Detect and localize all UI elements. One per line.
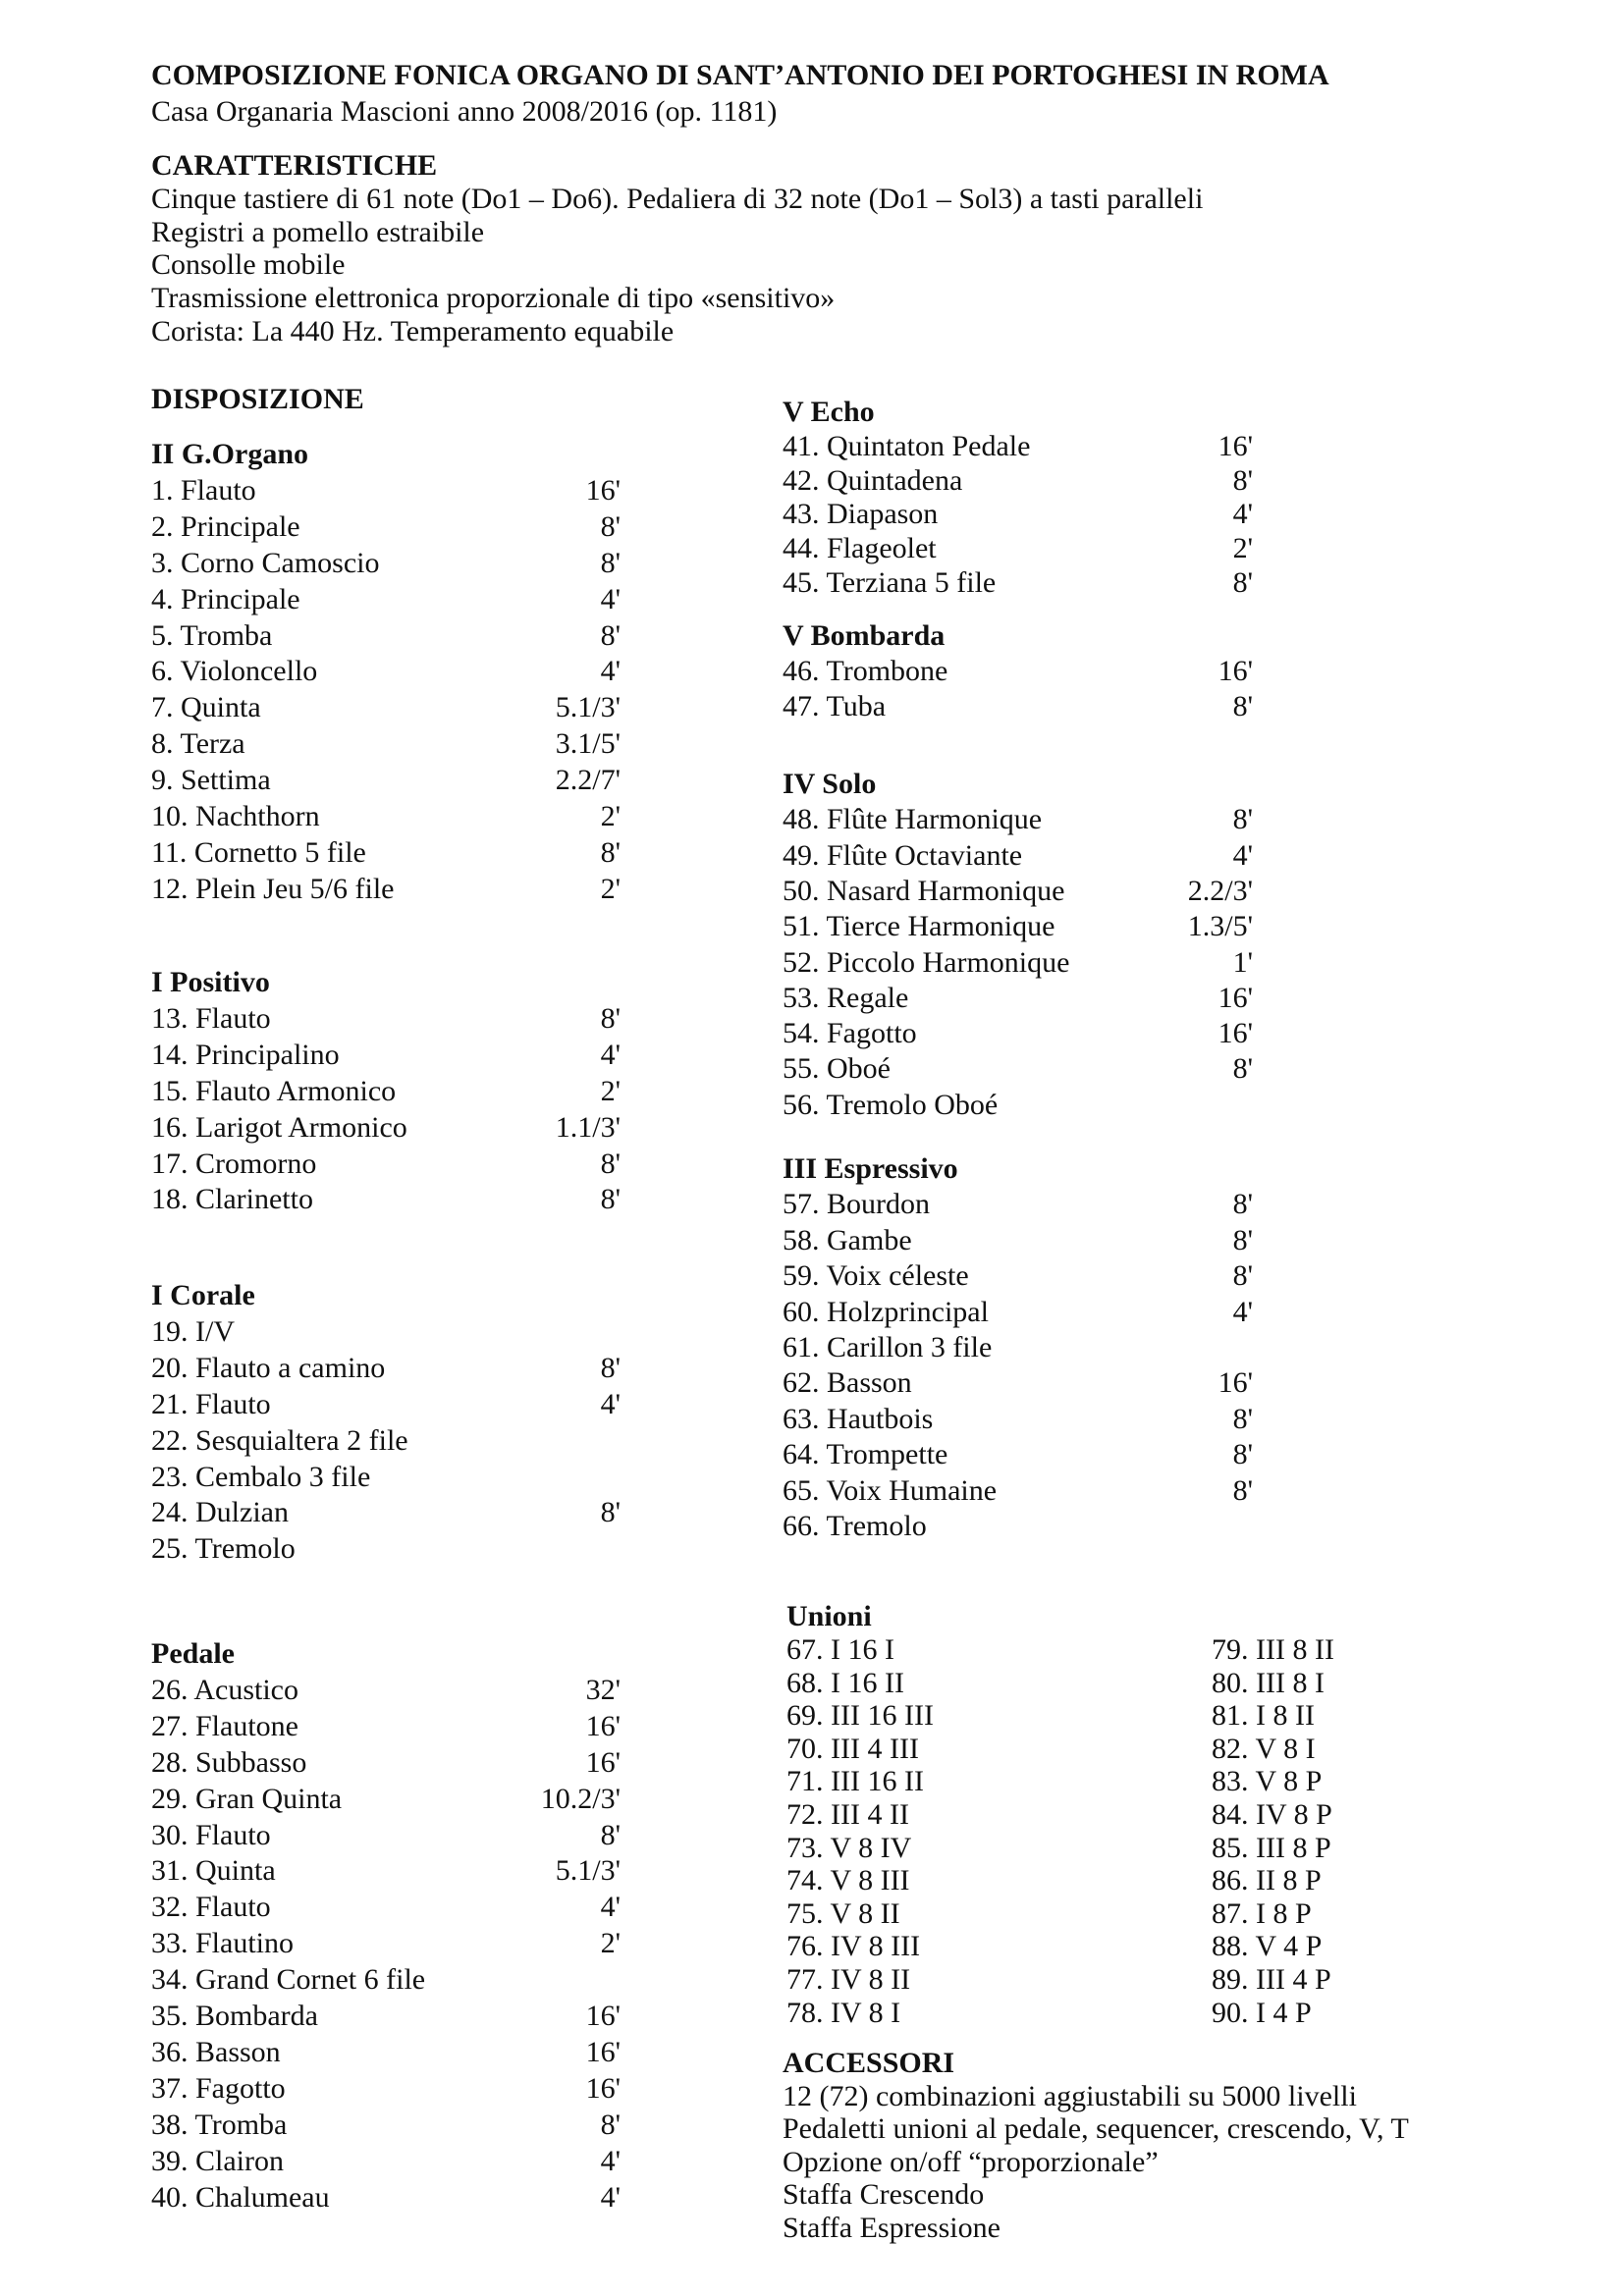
register-footage: 8'	[600, 1352, 621, 1384]
register-name: 13. Flauto	[151, 1002, 271, 1035]
section-heading: IV Solo	[783, 768, 877, 800]
register-footage: 4'	[600, 2145, 621, 2177]
register-footage: 8'	[600, 1002, 621, 1035]
register-name: 18. Clarinetto	[151, 1183, 313, 1215]
accessori-line: Pedaletti unioni al pedale, sequencer, crescendo, V, T	[783, 2112, 1409, 2145]
register-name: 43. Diapason	[783, 498, 939, 530]
section-heading: I Positivo	[151, 966, 270, 998]
unione-item: 72. III 4 II	[786, 1798, 909, 1831]
unione-item: 77. IV 8 II	[786, 1963, 911, 1996]
register-footage: 4'	[1232, 839, 1253, 872]
register-name: 60. Holzprincipal	[783, 1296, 989, 1328]
unione-item: 75. V 8 II	[786, 1897, 900, 1930]
register-footage: 16'	[585, 1710, 621, 1742]
register-footage: 8'	[600, 836, 621, 869]
unioni-heading: Unioni	[786, 1600, 872, 1632]
register-footage: 2.2/7'	[555, 764, 621, 796]
register-name: 65. Voix Humaine	[783, 1474, 998, 1507]
unione-item: 90. I 4 P	[1212, 1997, 1312, 2029]
register-name: 12. Plein Jeu 5/6 file	[151, 873, 395, 905]
register-name: 63. Hautbois	[783, 1403, 934, 1435]
register-name: 55. Oboé	[783, 1052, 891, 1085]
register-footage: 3.1/5'	[555, 727, 621, 760]
accessori-heading: ACCESSORI	[783, 2047, 955, 2079]
register-footage: 16'	[1217, 1017, 1253, 1049]
register-footage: 16'	[1217, 430, 1253, 462]
caratteristiche-line: Cinque tastiere di 61 note (Do1 – Do6). Pedaliera di 32 note (Do1 – Sol3) a tasti paralleli	[151, 183, 1204, 215]
register-name: 17. Cromorno	[151, 1148, 317, 1180]
unione-item: 84. IV 8 P	[1212, 1798, 1332, 1831]
register-name: 5. Tromba	[151, 619, 273, 652]
unione-item: 87. I 8 P	[1212, 1897, 1312, 1930]
section-heading: I Corale	[151, 1279, 255, 1311]
register-footage: 8'	[1232, 803, 1253, 835]
register-name: 54. Fagotto	[783, 1017, 917, 1049]
register-name: 32. Flauto	[151, 1891, 271, 1923]
register-footage: 32'	[585, 1674, 621, 1706]
register-footage: 8'	[600, 1819, 621, 1851]
document-title: COMPOSIZIONE FONICA ORGANO DI SANT’ANTONIO DEI PORTOGHESI IN ROMA	[151, 59, 1329, 91]
caratteristiche-line: Corista: La 440 Hz. Temperamento equabile	[151, 315, 675, 347]
register-footage: 4'	[600, 1039, 621, 1071]
register-footage: 4'	[1232, 498, 1253, 530]
register-name: 57. Bourdon	[783, 1188, 930, 1220]
register-name: 1. Flauto	[151, 474, 256, 507]
unione-item: 82. V 8 I	[1212, 1733, 1316, 1765]
register-name: 3. Corno Camoscio	[151, 547, 380, 579]
register-name: 46. Trombone	[783, 655, 948, 687]
register-name: 33. Flautino	[151, 1927, 295, 1959]
register-name: 15. Flauto Armonico	[151, 1075, 397, 1107]
register-footage: 16'	[585, 1746, 621, 1779]
register-footage: 16'	[585, 2036, 621, 2068]
register-footage: 8'	[600, 510, 621, 543]
register-name: 14. Principalino	[151, 1039, 340, 1071]
register-footage: 8'	[600, 619, 621, 652]
register-footage: 8'	[1232, 1438, 1253, 1470]
register-footage: 1'	[1232, 946, 1253, 979]
section-heading: V Echo	[783, 396, 875, 428]
register-footage: 2.2/3'	[1187, 875, 1253, 907]
register-footage: 16'	[585, 474, 621, 507]
register-footage: 1.3/5'	[1187, 910, 1253, 942]
unione-item: 78. IV 8 I	[786, 1997, 901, 2029]
unione-item: 85. III 8 P	[1212, 1832, 1331, 1864]
unione-item: 79. III 8 II	[1212, 1633, 1334, 1666]
register-name: 7. Quinta	[151, 691, 261, 723]
register-footage: 16'	[585, 2072, 621, 2105]
register-name: 38. Tromba	[151, 2109, 288, 2141]
register-name: 39. Clairon	[151, 2145, 284, 2177]
unione-item: 71. III 16 II	[786, 1765, 924, 1797]
register-name: 59. Voix céleste	[783, 1259, 969, 1292]
register-footage: 8'	[1232, 1474, 1253, 1507]
register-footage: 16'	[585, 2000, 621, 2032]
register-name: 21. Flauto	[151, 1388, 271, 1420]
register-footage: 8'	[600, 1148, 621, 1180]
unione-item: 86. II 8 P	[1212, 1864, 1322, 1896]
register-footage: 8'	[1232, 1052, 1253, 1085]
register-name: 29. Gran Quinta	[151, 1783, 343, 1815]
accessori-line: 12 (72) combinazioni aggiustabili su 5000 livelli	[783, 2080, 1357, 2112]
register-name: 22. Sesquialtera 2 file	[151, 1424, 408, 1457]
register-footage: 8'	[1232, 566, 1253, 599]
register-name: 6. Violoncello	[151, 655, 318, 687]
register-name: 23. Cembalo 3 file	[151, 1461, 371, 1493]
register-name: 41. Quintaton Pedale	[783, 430, 1031, 462]
register-name: 36. Basson	[151, 2036, 281, 2068]
register-footage: 4'	[600, 655, 621, 687]
register-name: 58. Gambe	[783, 1224, 912, 1256]
register-name: 28. Subbasso	[151, 1746, 307, 1779]
section-heading: Pedale	[151, 1637, 235, 1670]
caratteristiche-line: Registri a pomello estraibile	[151, 216, 485, 248]
register-footage: 8'	[1232, 690, 1253, 722]
register-name: 47. Tuba	[783, 690, 887, 722]
accessori-line: Opzione on/off “proporzionale”	[783, 2146, 1159, 2178]
register-footage: 8'	[1232, 464, 1253, 497]
register-footage: 4'	[600, 1388, 621, 1420]
register-name: 45. Terziana 5 file	[783, 566, 997, 599]
register-name: 31. Quinta	[151, 1854, 276, 1887]
register-footage: 16'	[1217, 1366, 1253, 1399]
unione-item: 88. V 4 P	[1212, 1930, 1323, 1962]
register-name: 30. Flauto	[151, 1819, 271, 1851]
register-name: 62. Basson	[783, 1366, 912, 1399]
register-name: 49. Flûte Octaviante	[783, 839, 1023, 872]
unione-item: 89. III 4 P	[1212, 1963, 1331, 1996]
register-footage: 8'	[1232, 1403, 1253, 1435]
register-name: 66. Tremolo	[783, 1510, 927, 1542]
register-footage: 8'	[1232, 1259, 1253, 1292]
caratteristiche-heading: CARATTERISTICHE	[151, 149, 438, 182]
register-footage: 10.2/3'	[540, 1783, 621, 1815]
register-name: 11. Cornetto 5 file	[151, 836, 366, 869]
unione-item: 81. I 8 II	[1212, 1699, 1315, 1732]
register-name: 48. Flûte Harmonique	[783, 803, 1043, 835]
register-name: 52. Piccolo Harmonique	[783, 946, 1070, 979]
register-footage: 5.1/3'	[555, 691, 621, 723]
register-name: 44. Flageolet	[783, 532, 937, 564]
unione-item: 76. IV 8 III	[786, 1930, 921, 1962]
register-footage: 16'	[1217, 982, 1253, 1014]
register-footage: 8'	[600, 2109, 621, 2141]
register-name: 42. Quintadena	[783, 464, 963, 497]
register-footage: 4'	[600, 2181, 621, 2214]
unione-item: 67. I 16 I	[786, 1633, 894, 1666]
register-name: 51. Tierce Harmonique	[783, 910, 1055, 942]
register-name: 2. Principale	[151, 510, 300, 543]
register-footage: 16'	[1217, 655, 1253, 687]
register-name: 37. Fagotto	[151, 2072, 286, 2105]
register-name: 25. Tremolo	[151, 1532, 296, 1565]
register-name: 4. Principale	[151, 583, 300, 615]
register-footage: 4'	[600, 583, 621, 615]
section-heading: III Espressivo	[783, 1152, 958, 1185]
unione-item: 74. V 8 III	[786, 1864, 910, 1896]
unione-item: 68. I 16 II	[786, 1667, 904, 1699]
document-subtitle: Casa Organaria Mascioni anno 2008/2016 (op. 1181)	[151, 95, 778, 128]
register-name: 35. Bombarda	[151, 2000, 318, 2032]
caratteristiche-line: Trasmissione elettronica proporzionale di tipo «sensitivo»	[151, 282, 836, 314]
register-name: 40. Chalumeau	[151, 2181, 330, 2214]
register-name: 50. Nasard Harmonique	[783, 875, 1065, 907]
register-footage: 2'	[600, 800, 621, 832]
unione-item: 80. III 8 I	[1212, 1667, 1325, 1699]
register-footage: 2'	[600, 873, 621, 905]
accessori-line: Staffa Espressione	[783, 2212, 1001, 2244]
accessori-line: Staffa Crescendo	[783, 2178, 985, 2211]
register-footage: 8'	[600, 547, 621, 579]
register-footage: 8'	[600, 1183, 621, 1215]
disposizione-heading: DISPOSIZIONE	[151, 383, 364, 415]
register-name: 20. Flauto a camino	[151, 1352, 386, 1384]
register-name: 10. Nachthorn	[151, 800, 320, 832]
register-name: 26. Acustico	[151, 1674, 298, 1706]
register-footage: 2'	[1232, 532, 1253, 564]
section-heading: V Bombarda	[783, 619, 946, 652]
register-name: 34. Grand Cornet 6 file	[151, 1963, 426, 1996]
register-name: 61. Carillon 3 file	[783, 1331, 993, 1363]
unione-item: 69. III 16 III	[786, 1699, 934, 1732]
register-name: 19. I/V	[151, 1315, 235, 1348]
register-footage: 8'	[1232, 1224, 1253, 1256]
register-name: 64. Trompette	[783, 1438, 948, 1470]
register-footage: 2'	[600, 1075, 621, 1107]
unione-item: 83. V 8 P	[1212, 1765, 1323, 1797]
caratteristiche-line: Consolle mobile	[151, 248, 346, 281]
register-footage: 2'	[600, 1927, 621, 1959]
unione-item: 70. III 4 III	[786, 1733, 919, 1765]
register-footage: 8'	[1232, 1188, 1253, 1220]
register-name: 24. Dulzian	[151, 1496, 289, 1528]
register-footage: 4'	[600, 1891, 621, 1923]
unione-item: 73. V 8 IV	[786, 1832, 912, 1864]
register-name: 8. Terza	[151, 727, 245, 760]
register-name: 53. Regale	[783, 982, 909, 1014]
register-footage: 1.1/3'	[555, 1111, 621, 1144]
section-heading: II G.Organo	[151, 438, 309, 470]
register-name: 9. Settima	[151, 764, 271, 796]
register-footage: 4'	[1232, 1296, 1253, 1328]
register-name: 27. Flautone	[151, 1710, 298, 1742]
register-footage: 5.1/3'	[555, 1854, 621, 1887]
register-name: 16. Larigot Armonico	[151, 1111, 407, 1144]
register-name: 56. Tremolo Oboé	[783, 1089, 999, 1121]
register-footage: 8'	[600, 1496, 621, 1528]
